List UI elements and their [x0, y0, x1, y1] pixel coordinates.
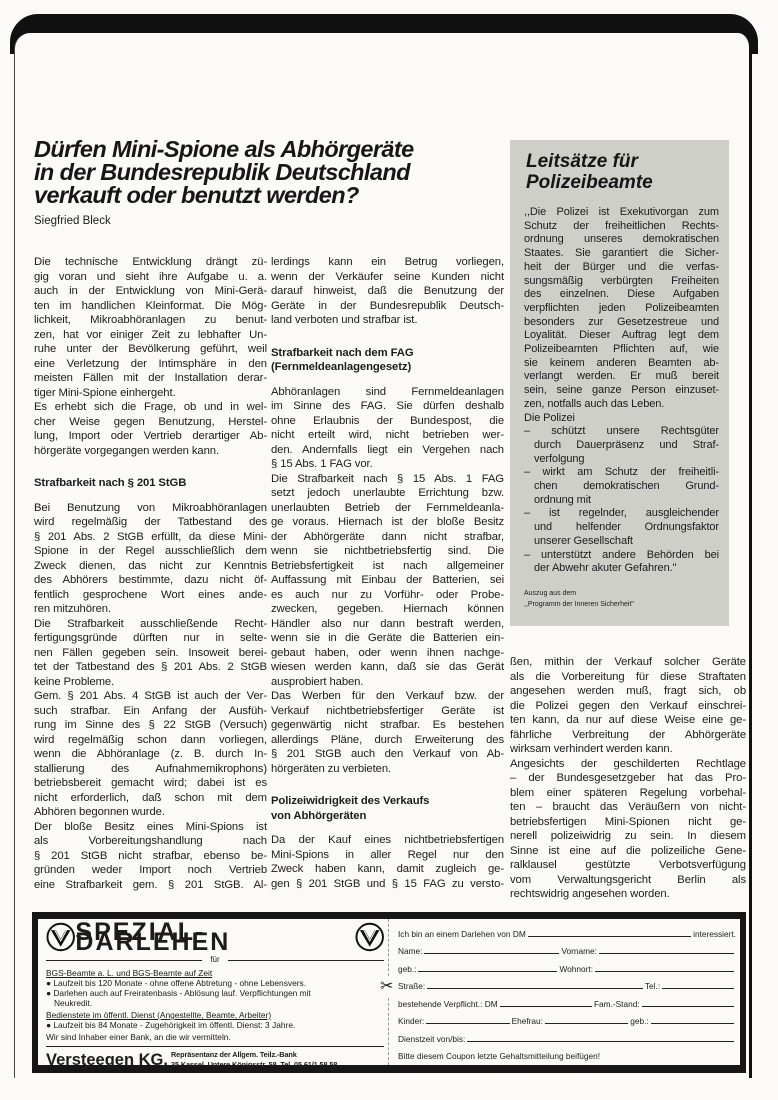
text-line: Sinne ist eine auf die polizeiliche Gene-	[510, 844, 746, 857]
text-line: Geräte in der Bundesrepublik Deutsch-	[271, 299, 504, 312]
source-line: Auszug aus dem	[524, 590, 577, 597]
coupon-row	[398, 975, 736, 993]
text-line: Da der Kauf eines nichtbetriebsfertigen	[271, 834, 504, 846]
field-label: Fam.-Stand:	[593, 998, 640, 1009]
ad-for	[46, 955, 384, 965]
text-line: Polizeibeamten Pflichten auf, wie	[524, 343, 719, 356]
text-line: Spione in der Regel ausschließlich dem	[34, 545, 267, 557]
text-line: der Abhörgeräte dann nicht strafbar,	[271, 530, 504, 543]
page-number: 15	[736, 1066, 745, 1075]
text-line: wenn sie in die Geräte die Batterien ein-	[271, 632, 504, 644]
wohnort-field[interactable]	[595, 971, 734, 972]
ad-group-1: BGS-Beamte a. L. und BGS-Beamte auf Zeit	[46, 968, 213, 978]
text-line: verpflichten jeden Polizeibeamten	[524, 301, 719, 314]
text-line: sein, seine ganze Person einzuset-	[524, 384, 719, 397]
text-line: stallierung des Aufnahmemikrophons)	[34, 762, 267, 775]
company-address	[171, 1050, 337, 1070]
ad-group-2: Bedienstete im öffentl. Dienst (Angestellte, Beamte, Arbeiter)	[46, 1010, 272, 1020]
field-label: Ehefrau:	[511, 1016, 543, 1026]
text-line: zen, notfalls auch das Leben.	[524, 397, 665, 410]
field-label: Kinder:	[398, 1016, 425, 1026]
field-label: Straße:	[398, 981, 426, 991]
section-heading	[271, 346, 504, 375]
text-line: des Abhörers bestimmte, dazu nicht öf-	[34, 574, 267, 586]
text-line: land verboten und strafbar ist.	[271, 314, 418, 326]
text-line: als Vorbereitungshandlung nach	[34, 835, 267, 847]
ad-bullet: ● Laufzeit bis 120 Monate - ohne offene Abtretung - ohne Lebensvers.	[46, 978, 307, 988]
text-line: wenn die Abhöranlage (z. B. durch In-	[34, 748, 267, 760]
text-line: such strafbar. Ein Anfang der Ausfüh-	[34, 704, 267, 717]
section-heading	[271, 794, 504, 823]
text-line: – ist regelnder, ausgleichender	[524, 507, 719, 520]
ad-bullet: ● Laufzeit bis 84 Monate - Zugehörigkeit im öffentl. Dienst: 3 Jahre.	[46, 1020, 296, 1030]
text-line: nicht erforderlich, daß schon mit dem	[34, 791, 267, 804]
company-name: Versteegen KG.	[46, 1051, 168, 1069]
text-line: ren mitzuhören.	[34, 603, 111, 615]
section-heading	[34, 476, 267, 491]
coupon-row	[398, 957, 736, 975]
text-line: gen § 201 StGB und § 15 FAG zu versto-	[271, 877, 504, 890]
text-line: fertigungsgründe dürften nur in selte-	[34, 632, 267, 644]
title-line: verkauft oder benutzt werden?	[34, 182, 359, 208]
text-line: unerlaubten Betrieb der Fernmeldeanla-	[271, 501, 504, 514]
sidebox-title-line: Polizeibeamte	[526, 172, 653, 193]
text-line: Strafbarkeit nach § 201 StGB	[34, 477, 187, 489]
text-line: gebaut haben, oder wenn ihnen nachge-	[271, 646, 504, 659]
text-line: durch Dauerpräsenz und Straf-	[534, 438, 719, 451]
text-line: im Sinne des FAG. Sie dürfen deshalb	[271, 400, 504, 412]
field-label: Tel.:	[644, 981, 661, 991]
text-line: angesehen werden muß, fragt sich, ob	[510, 685, 746, 697]
paragraph	[34, 689, 267, 820]
text-line: Angesichts der geschilderten Rechtlage	[510, 757, 746, 770]
text-line: den. Andernfalls liegt ein Vergehen nach	[271, 443, 504, 456]
text-line: wiesen werden kann, daß sie das Gerät	[271, 661, 504, 673]
source-line: ,,Programm der Inneren Sicherheit"	[524, 601, 634, 608]
sidebox-text	[524, 206, 719, 576]
text-line: hörgeräte vorgegangen werden kann.	[34, 444, 220, 457]
text-line: heit der Bürger und die verfas-	[524, 260, 719, 273]
ad-bullet: Neukredit.	[54, 998, 93, 1008]
text-line: besonders zur Gesetzestreue und	[524, 315, 719, 328]
ad-header	[46, 918, 384, 956]
text-line: nen Fällen gegeben sein. Insoweit berei-	[34, 646, 267, 659]
text-line: Verkauf nichtbetriebsfertiger Geräte ist	[271, 704, 504, 717]
text-line: fentlich gesprochene Wort eines ande-	[34, 588, 267, 601]
ad-title: SPEZIAL-DARLEHEN	[75, 918, 231, 956]
advertisement	[32, 912, 746, 1073]
text-line: wenn der Verkäufer seine Kunden nicht	[271, 270, 504, 283]
text-line: der Abwehr akuter Gefahren."	[534, 562, 677, 575]
coupon-row	[398, 940, 736, 958]
paragraph	[34, 617, 267, 690]
text-line: rung im Sinne des § 22 StGB (Versuch)	[34, 719, 267, 731]
dienstzeit-field[interactable]	[467, 1041, 734, 1042]
text-line: ruhe unter der Bevölkerung geführt, weil	[34, 343, 267, 355]
text-line: § 201 StGB nicht strafbar, ebenso be-	[34, 849, 267, 862]
text-line: hörgeräten zu verbieten.	[271, 762, 392, 775]
title-line: in der Bundesrepublik Deutschland	[34, 159, 410, 185]
text-line: betriebsbereit gemacht wird; dabei ist es	[34, 777, 267, 789]
text-line: Loyalität. Dieser Auftrag legt dem	[524, 329, 719, 342]
text-line: nerell polizeiwidrig zu sein. In diesem	[510, 830, 746, 842]
text-line: (Fernmeldeanlagengesetz)	[271, 361, 412, 373]
field-label: Name:	[398, 946, 423, 956]
field-label: Dienstzeit von/bis:	[398, 1033, 466, 1044]
text-line: vom Verwaltungsgericht Berlin als	[510, 873, 746, 886]
text-line: Abhöranlagen sind Fernmeldeanlagen	[271, 385, 504, 398]
text-line: zwecken, gegeben. Hiernach können	[271, 603, 504, 615]
sidebox-source	[524, 588, 634, 610]
famstand-field[interactable]	[642, 1006, 734, 1007]
text-line: setzt jedoch unerlaubte Errichtung bzw.	[271, 487, 504, 499]
coupon-row	[398, 1010, 736, 1028]
text-line: gig voran und sieht ihre Aufgabe u. a.	[34, 270, 267, 283]
text-line: ßen, mithin der Verkauf solcher Geräte	[510, 656, 746, 668]
text-line: und helfender Ordnungsfaktor	[534, 521, 719, 534]
text-line: wird regelmäßig schon dann vorliegen,	[34, 733, 267, 746]
strasse-field[interactable]	[427, 988, 643, 989]
geb2-field[interactable]	[651, 1023, 734, 1024]
text-line: eine Strafbarkeit gem. § 201 StGB. Al-	[34, 878, 267, 891]
text-line: des einzelnen. Diese Aufgaben	[524, 288, 719, 301]
paragraph	[34, 255, 267, 400]
ad-bullet: ● Darlehen auch auf Freiratenbasis - Ablösung lauf. Verpflichtungen mit	[46, 988, 311, 998]
text-line: verfolgung	[534, 452, 585, 465]
paragraph	[510, 655, 746, 757]
text-line: blem einer späteren Regelung vorbehal-	[510, 786, 746, 799]
field-label: geb.:	[630, 1016, 649, 1026]
text-line: ge voraus. Hiernach ist der bloße Besitz	[271, 516, 504, 528]
text-line: allerdings Pläne, durch Erweiterung des	[271, 733, 504, 746]
paragraph	[271, 472, 504, 690]
paragraph	[524, 206, 719, 412]
ehefrau-field[interactable]	[545, 1023, 628, 1024]
text-line: Strafbarkeit nach dem FAG	[271, 346, 414, 359]
text-line: tet der Tatbestand des § 201 Abs. 2 StGB	[34, 661, 267, 673]
text-line: tiger Mini-Spione einhergeht.	[34, 386, 176, 399]
text-line: wenn sie nichtbetriebsfertig sind. Die	[271, 545, 504, 557]
text-line: betriebsfertigen Mini-Spionen nicht ge-	[510, 815, 746, 828]
paragraph	[271, 385, 504, 472]
coupon-footer: Bitte diesem Coupon letzte Gehaltsmitteilung beifügen!	[398, 1051, 601, 1061]
text-line: cher Weise gegen Benutzung, Herstel-	[34, 415, 267, 428]
paragraph	[510, 757, 746, 902]
sidebox	[510, 140, 729, 626]
paragraph	[271, 833, 504, 891]
text-line: lung, Import oder Vertrieb derartiger Ab-	[34, 430, 267, 442]
text-line: Es erhebt sich die Frage, ob und in wel-	[34, 401, 267, 413]
text-line: Mini-Spions in aller Regel nur den	[271, 848, 504, 861]
field-label: Vorname:	[561, 946, 597, 956]
text-line: darauf hinweist, daß die Benutzung der	[271, 285, 504, 297]
field-label: interessiert.	[693, 928, 736, 939]
text-line: Schutz der freiheitlichen Rechts-	[524, 219, 719, 232]
paragraph	[524, 466, 719, 507]
text-line: chen demokratischen Grund-	[534, 480, 719, 493]
text-line: fährliche Verbreitung der Abhörgeräte	[510, 728, 746, 741]
scissors-icon: ✂	[380, 978, 394, 995]
v-logo-icon	[355, 922, 384, 952]
author: Siegfried Bleck	[34, 215, 111, 227]
field-label: bestehende Verpflicht.: DM	[398, 998, 498, 1009]
article-title	[34, 138, 414, 207]
ad-note: Wir sind Inhaber einer Bank, an die wir vermitteln.	[46, 1032, 231, 1042]
text-line: ordnung unseres demokratischen	[524, 233, 719, 246]
text-line: – wirkt am Schutz der freiheitli-	[524, 466, 719, 479]
paragraph	[524, 549, 719, 576]
text-line: unserer Gesellschaft	[534, 534, 633, 547]
text-line: – unterstützt andere Behörden bei	[524, 548, 719, 561]
text-line: ,,Die Polizei ist Exekutivorgan zum	[524, 206, 719, 218]
text-line: § 15 Abs. 1 FAG vor.	[271, 458, 373, 470]
text-line: ten kann, da nur auf diese Weise eine ge-	[510, 714, 746, 726]
text-line: eine Verletzung der Intimsphäre in den	[34, 357, 267, 370]
article-column-2	[271, 255, 504, 891]
text-line: § 201 StGB auch den Verkauf von Ab-	[271, 748, 504, 760]
text-line: meisten Fällen mit der Installation derar-	[34, 372, 267, 384]
text-line: Staates. Sie garantiert die Sicher-	[524, 247, 719, 260]
coupon-row	[398, 1045, 736, 1063]
coupon-row	[398, 922, 736, 940]
text-line: verlangt werden. Er muß bereit	[524, 370, 719, 383]
text-line: – der Bundesgesetzgeber hat das Pro-	[510, 772, 746, 784]
paragraph	[34, 400, 267, 458]
text-line: Polizeiwidrigkeit des Verkaufs	[271, 795, 430, 807]
address-line: 35 Kassel, Untere Königsstr. 58, Tel. 05 61/1 58 58	[170, 1060, 338, 1069]
text-line: Zweck haben kann, damit zugleich ge-	[271, 863, 504, 875]
text-line: von Abhörgeräten	[271, 809, 367, 822]
paragraph	[524, 412, 719, 426]
text-line: lichkeit, Mikroabhöranlagen zu benut-	[34, 314, 267, 326]
paragraph	[271, 255, 504, 328]
text-line: ten im handlichen Kleinformat. Die Mög-	[34, 299, 267, 312]
text-line: Betriebsfertigkeit ist nach allgemeiner	[271, 559, 504, 572]
text-line: Die Strafbarkeit ausschließende Recht-	[34, 617, 267, 630]
field-label: Wohnort:	[559, 963, 593, 974]
text-line: Gem. § 201 Abs. 4 StGB ist auch der Ver-	[34, 690, 267, 702]
text-line: ausprobiert haben.	[271, 675, 364, 688]
text-line: gegenwärtig nicht strafbar. Es bestehen	[271, 719, 504, 731]
ad-info	[46, 918, 384, 1070]
tel-field[interactable]	[662, 988, 734, 989]
text-line: Die Polizei	[524, 411, 575, 424]
geb-field[interactable]	[418, 971, 557, 972]
sidebox-title-line: Leitsätze für	[526, 151, 638, 172]
coupon-row	[398, 992, 736, 1010]
text-line: ordnung mit	[534, 493, 591, 506]
address-line: Repräsentanz der Allgem. Teilz.-Bank	[170, 1050, 297, 1059]
sidebox-title	[526, 151, 653, 193]
field-label: Ich bin an einem Darlehen von DM	[398, 928, 526, 939]
text-line: nicht erteilt wird, nicht betrieben wer-	[271, 429, 504, 441]
text-line: Zweck dienen, das nicht zur Kenntnis	[34, 559, 267, 572]
text-line: wird regelmäßig der Tatbestand des	[34, 516, 267, 528]
name-field[interactable]	[424, 953, 559, 954]
text-line: sungsmäßig verbürgten Freiheiten	[524, 274, 719, 287]
text-line: auch in der Entwicklung von Mini-Gerä-	[34, 285, 267, 297]
text-line: Bei Benutzung von Mikroabhöranlagen	[34, 501, 267, 514]
text-line: ralklausel gestützte Verbotsverfügung	[510, 859, 746, 871]
amount-field[interactable]	[528, 936, 691, 937]
paragraph	[524, 425, 719, 466]
text-line: keine Probleme.	[34, 675, 115, 688]
text-line: Auffassung mit Einbau der Batterien, sei	[271, 574, 504, 586]
paragraph	[34, 820, 267, 893]
field-label: geb.:	[398, 963, 417, 974]
paragraph	[34, 501, 267, 617]
text-line: als die Vorbereitung für diese Straftaten	[510, 670, 746, 683]
text-line: lerdings kann ein Betrug vorliegen,	[271, 256, 504, 268]
text-line: Das Werben für den Verkauf bzw. der	[271, 690, 504, 702]
text-line: Der bloße Besitz eines Mini-Spions ist	[34, 820, 267, 833]
text-line: die Polizei gegen den Verkauf einschrei-	[510, 699, 746, 712]
text-line: Abhören begonnen wurde.	[34, 806, 165, 818]
text-line: ohne Erlaubnis der Bundespost, die	[271, 414, 504, 427]
text-line: sie keinem anderen Beamten ab-	[524, 356, 719, 369]
text-line: rechtswidrig angesehen worden.	[510, 888, 670, 900]
v-logo-icon	[46, 922, 75, 952]
coupon-form	[398, 922, 736, 1062]
text-line: ten – braucht das Veräußern von nicht-	[510, 801, 746, 813]
article-column-3	[510, 655, 746, 902]
divider	[46, 1046, 384, 1047]
verpflicht-field[interactable]	[500, 1006, 592, 1007]
text-line: – schützt unsere Rechtsgüter	[524, 425, 719, 438]
for-label: für	[210, 955, 220, 964]
text-line: Die technische Entwicklung drängt zü-	[34, 256, 267, 268]
text-line: zen, hat vor einiger Zeit zu lebhafter Un-	[34, 328, 267, 341]
ad-company	[46, 1050, 384, 1070]
vorname-field[interactable]	[599, 953, 734, 954]
paragraph	[524, 507, 719, 548]
paragraph	[271, 689, 504, 776]
text-line: § 201 Abs. 2 StGB erfüllt, da diese Mini-	[34, 530, 267, 543]
title-line: Dürfen Mini-Spione als Abhörgeräte	[34, 136, 414, 162]
coupon-row	[398, 1027, 736, 1045]
text-line: Händler also nur dann bestraft werden,	[271, 617, 504, 630]
text-line: wirksam verhindert werden kann.	[510, 743, 673, 755]
text-line: gründen weder Import noch Vertrieb	[34, 864, 267, 876]
kinder-field[interactable]	[426, 1023, 509, 1024]
text-line: Die Strafbarkeit nach § 15 Abs. 1 FAG	[271, 472, 504, 485]
article-column-1	[34, 255, 267, 892]
text-line: es auch nur zu Vorführ- oder Probe-	[271, 588, 504, 601]
